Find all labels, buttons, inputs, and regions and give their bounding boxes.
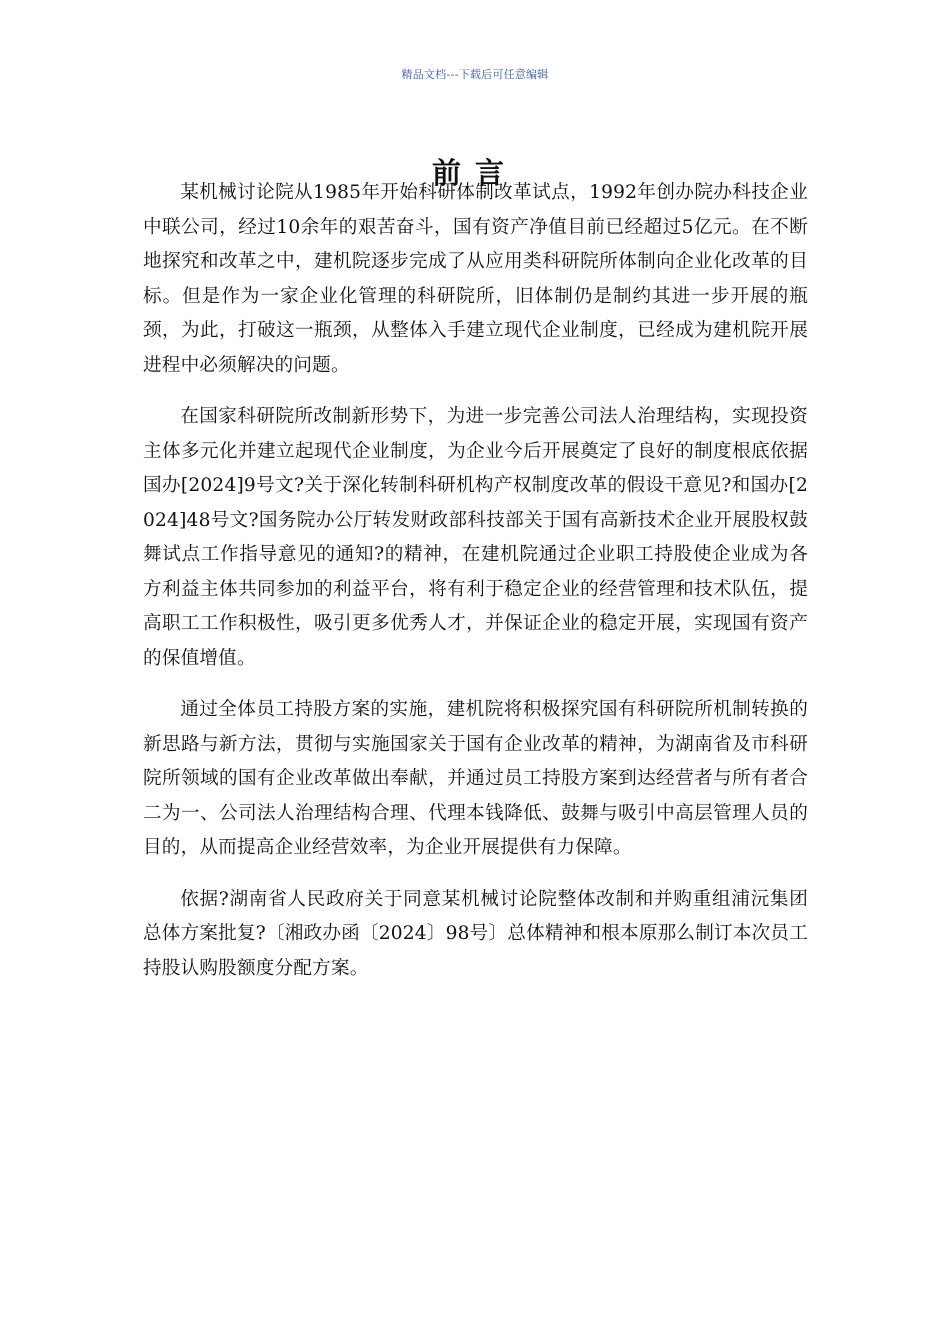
page-title: 前言 (431, 156, 518, 191)
header-note: 精品文档---下载后可任意编辑 (401, 68, 549, 81)
paragraph-2: 在国家科研院所改制新形势下，为进一步完善公司法人治理结构，实现投资主体多元化并建立起现代企业制度，为企业今后开展奠定了良好的制度根底依据国办[2024]9号文?关于深化转制科研机构产权制度改革的假设干意见?和国办[2024]48号文?国务院办公厅转发财政部科技部关于国有高新技术企业开展股权鼓舞试点工作指导意见的通知?的精神，在建机院通过企业职工持股使企业成为各方利益主体共同参加的利益平台，将有利于稳定企业的经营管理和技术队伍，提高职工工作积极性，吸引更多优秀人才，并保证企业的稳定开展，实现国有资产的保值增值。 (143, 406, 808, 669)
paragraph-3: 通过全体员工持股方案的实施，建机院将积极探究国有科研院所机制转换的新思路与新方法，贯彻与实施国家关于国有企业改革的精神，为湖南省及市科研院所领域的国有企业改革做出奉献，并通过员工持股方案到达经营者与所有者合二为一、公司法人治理结构合理、代理本钱降低、鼓舞与吸引中高层管理人员的目的，从而提高企业经营效率，为企业开展提供有力保障。 (143, 699, 808, 858)
paragraph-1: 某机械讨论院从1985年开始科研体制改革试点，1992年创办院办科技企业中联公司，经过10余年的艰苦奋斗，国有资产净值目前已经超过5亿元。在不断地探究和改革之中，建机院逐步完成了从应用类科研院所体制向企业化改革的目标。但是作为一家企业化管理的科研院所，旧体制仍是制约其进一步开展的瓶颈，为此，打破这一瓶颈，从整体入手建立现代企业制度，已经成为建机院开展进程中必须解决的问题。 (143, 182, 808, 376)
document-body (143, 176, 808, 986)
paragraph-4: 依据?湖南省人民政府关于同意某机械讨论院整体改制和并购重组浦沅集团总体方案批复?〔湘政办函〔2024〕98号〕总体精神和根本原那么制订本次员工持股认购股额度分配方案。 (143, 888, 808, 979)
